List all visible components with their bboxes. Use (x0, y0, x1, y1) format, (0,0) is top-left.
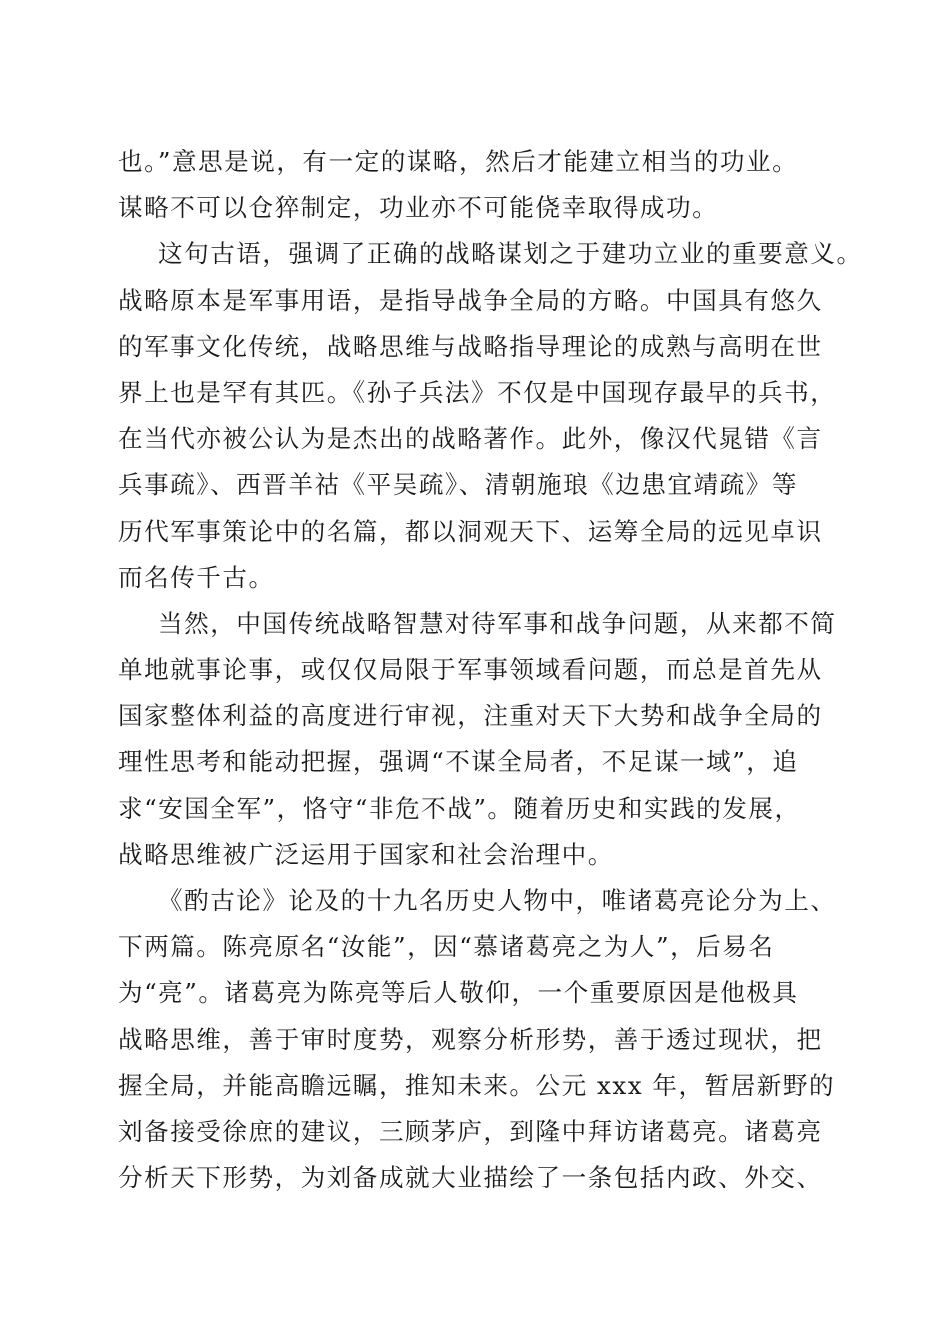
text-line: 下两篇。陈亮原名“汝能”，因“慕诸葛亮之为人”，后易名 (118, 932, 775, 962)
text-line: 界上也是罕有其匹。《孙子兵法》不仅是中国现存最早的兵书， (118, 377, 837, 407)
text-line: 也。”意思是说，有一定的谋略，然后才能建立相当的功业。 (118, 147, 799, 176)
text-line: 理性思考和能动把握，强调“不谋全局者，不足谋一域”，追 (118, 747, 799, 777)
text-line: 《酌古论》论及的十九名历史人物中，唯诸葛亮论分为上、 (158, 886, 837, 915)
text-line: 战略原本是军事用语，是指导战争全局的方略。中国具有悠久 (118, 285, 823, 315)
text-line: 单地就事论事，或仅仅局限于军事领域看问题，而总是首先从 (118, 655, 823, 685)
text-line: 谋略不可以仓猝制定，功业亦不可能侥幸取得成功。 (118, 193, 719, 223)
text-line: 求“安国全军”，恪守“非危不战”。随着历史和实践的发展， (118, 793, 801, 823)
text-line: 当然，中国传统战略智慧对待军事和战争问题，从来都不简 (158, 608, 837, 638)
text-line: 战略思维，善于审时度势，观察分析形势，善于透过现状，把 (118, 1024, 823, 1054)
text-line: 国家整体利益的高度进行审视，注重对天下大势和战争全局的 (118, 701, 823, 731)
body-text (118, 139, 863, 1201)
text-line: 的军事文化传统，战略思维与战略指导理论的成熟与高明在世 (118, 331, 823, 361)
text-line: 在当代亦被公认为是杰出的战略著作。此外，像汉代晁错《言 (118, 424, 823, 454)
text-line: 战略思维被广泛运用于国家和社会治理中。 (118, 839, 614, 869)
text-line: 这句古语，强调了正确的战略谋划之于建功立业的重要意义。 (158, 239, 863, 269)
text-line: 握全局，并能高瞻远瞩，推知未来。公元 xxx 年，暂居新野的 (118, 1070, 836, 1100)
text-line: 兵事疏》、西晋羊祜《平吴疏》、清朝施琅《边患宜靖疏》等 (118, 470, 798, 500)
text-line: 历代军事策论中的名篇，都以洞观天下、运筹全局的远见卓识 (118, 516, 823, 546)
text-line: 刘备接受徐庶的建议，三顾茅庐，到隆中拜访诸葛亮。诸葛亮 (118, 1116, 823, 1146)
text-line: 为“亮”。诸葛亮为陈亮等后人敬仰，一个重要原因是他极具 (118, 978, 799, 1008)
text-line: 分析天下形势，为刘备成就大业描绘了一条包括内政、外交、 (118, 1163, 823, 1193)
text-line: 而名传千古。 (118, 562, 275, 592)
